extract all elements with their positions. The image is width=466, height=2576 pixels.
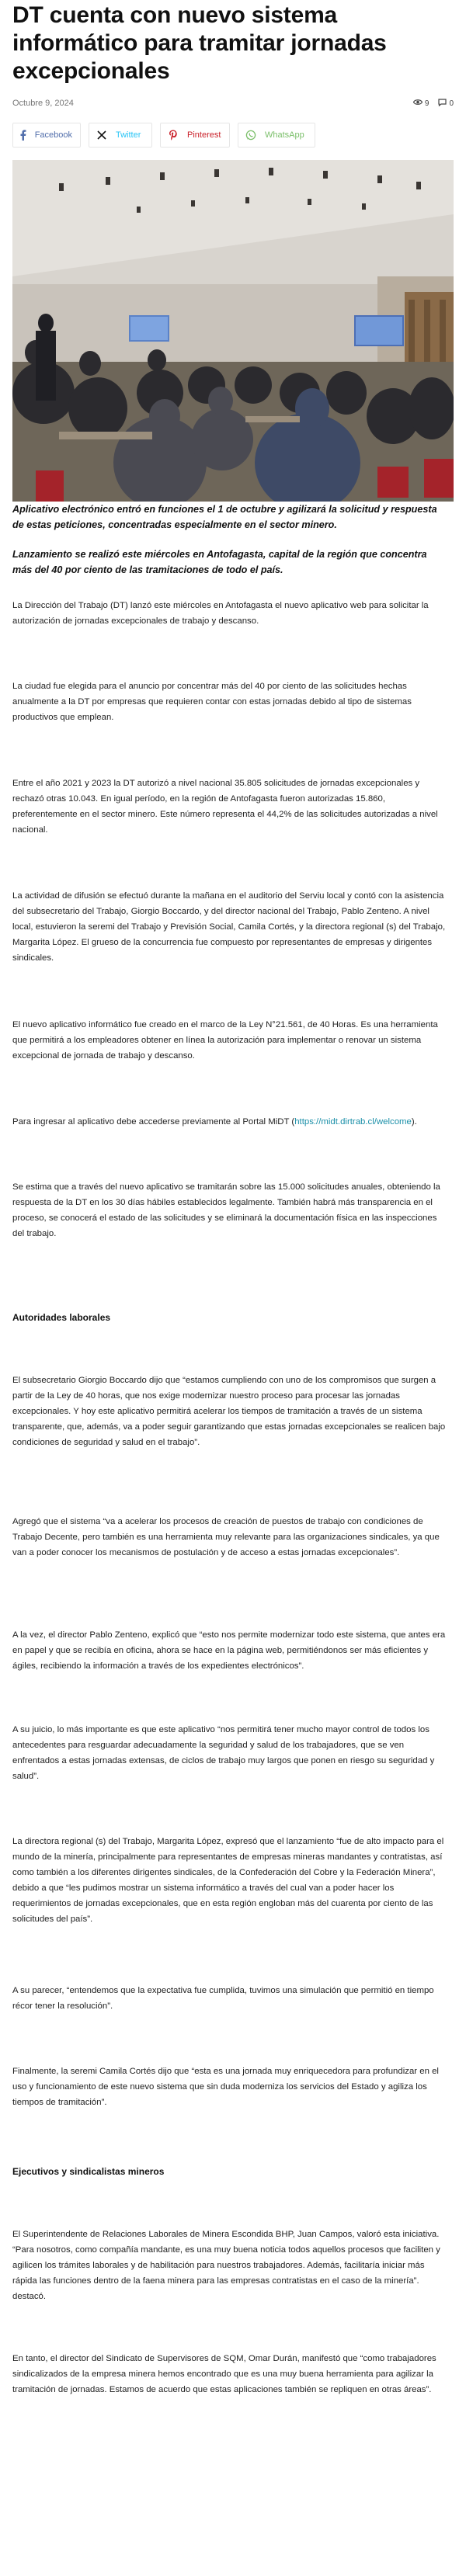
body-p14: Finalmente, la seremi Camila Cortés dijo que “esta es una jornada muy enriquecedora para profundizar en el uso y funcionamiento de este nuevo sistema que sin duda moderniza los servicios del Estado y agiliza los tiempos de tramitación”. bbox=[12, 2067, 439, 2107]
section-heading-ejecutivos: Ejecutivos y sindicalistas mineros bbox=[12, 2166, 165, 2177]
body-p15: El Superintendente de Relaciones Laborales de Minera Escondida BHP, Juan Campos, valoró esta iniciativa. “Para nosotros, como compañía mandante, es una muy buena noticia todos aquellos procesos que faciliten y agilicen los trámites laborales y de habilitación para nuestros trabajadores. Además, facilitaría iniciar más rápida las funciones dentro de la faena minera para las empresas contratistas en el caso de la minería”. destacó. bbox=[12, 2230, 440, 2301]
x-icon bbox=[89, 123, 114, 147]
body-p4: La actividad de difusión se efectuó durante la mañana en el auditorio del Serviu local y contó con la asistencia del subsecretario del Trabajo, Giorgio Boccardo, y del director nacional del Trabajo, Pablo Zenteno. A nivel local, estuvieron la seremi del Trabajo y Previsión Social, Camila Cortés, y la directora regional (s) del Trabajo, Margarita López. El grueso de la concurrencia fue compuesto por representantes de empresas y dirigentes sindicales. bbox=[12, 891, 446, 963]
article-title: DT cuenta con nuevo sistema informático para tramitar jornadas excepcionales bbox=[12, 2, 387, 84]
share-facebook-label: Facebook bbox=[34, 130, 72, 140]
body-p16: En tanto, el director del Sindicato de Supervisores de SQM, Omar Durán, manifestó que “como trabajadores sindicalizados de la empresa minera hemos encontrado que es una muy buena herramienta para agilizar la tramitación de jornadas. Estamos de acuerdo que estas aplicaciones también se repliquen en otras áreas”. bbox=[12, 2354, 436, 2394]
share-pinterest-label: Pinterest bbox=[187, 130, 221, 140]
body-p12: La directora regional (s) del Trabajo, Margarita López, expresó que el lanzamiento “fue de alto impacto para el mundo de la minería, principalmente para representantes de empresas mineras mandantes y contratistas, así como también a los diferentes dirigentes sindicales, de la Confederación del Cobre y la Federación Minera”, debido a que “les pudimos mostrar un sistema informático a través del cual van a poder hacer los requerimientos de jornadas excepcionales, que en esta región engloban más del cuarenta por ciento de las solicitudes del país”. bbox=[12, 1837, 444, 1924]
midt-text-after: ). bbox=[411, 1117, 417, 1127]
share-twitter-label: Twitter bbox=[116, 130, 141, 140]
share-pinterest-button[interactable] bbox=[160, 123, 230, 148]
share-whatsapp-button[interactable] bbox=[238, 123, 315, 148]
lead-paragraph-1: Aplicativo electrónico entró en funciones el 1 de octubre y agilizará la solicitud y respuesta de estas peticiones, concentradas especialmente en el sector minero. bbox=[12, 504, 437, 530]
pinterest-icon bbox=[161, 123, 186, 147]
views-counter bbox=[413, 99, 429, 108]
body-p6 bbox=[12, 1114, 447, 1130]
body-p9: Agregó que el sistema “va a acelerar los procesos de creación de puestos de trabajo con condiciones de Trabajo Decente, pero también es una herramienta muy relevante para las organizaciones sindicales, ya que van a poder conocer los mecanismos de postulación y de acceso a estas jornadas excepcionales”. bbox=[12, 1517, 440, 1557]
body-p10: A la vez, el director Pablo Zenteno, explicó que “esto nos permite modernizar todo este sistema, que antes era en papel y que se recibía en oficina, ahora se hace en la página web, permitiéndonos ser más eficientes y ágiles, recibiendo la información a través de los expedientes electrónicos”. bbox=[12, 1630, 446, 1671]
share-bar bbox=[12, 123, 454, 149]
article-page bbox=[0, 0, 466, 502]
comments-count: 0 bbox=[449, 99, 454, 108]
lead-section bbox=[12, 502, 447, 578]
body-p1: La Dirección del Trabajo (DT) lanzó este miércoles en Antofagasta el nuevo aplicativo web para solicitar la autorización de jornadas excepcionales de trabajo y descanso. bbox=[12, 601, 429, 626]
body-p2: La ciudad fue elegida para el anuncio por concentrar más del 40 por ciento de las solicitudes hechas anualmente a la DT por empresas que requieren contar con estas jornadas debido al tipo de sistemas productivos que emplean. bbox=[12, 682, 412, 722]
facebook-icon bbox=[13, 123, 33, 147]
comments-counter[interactable] bbox=[438, 99, 454, 109]
body-p11: A su juicio, lo más importante es que este aplicativo “nos permitirá tener mucho mayor control de todos los antecedentes para resguardar adecuadamente la seguridad y salud de los trabajadores, que se ven enfrentados a estas jornadas extensas, de ciclos de trabajo muy largos que ponen en riesgo su seguridad y salud”. bbox=[12, 1725, 435, 1781]
eye-icon bbox=[413, 99, 423, 108]
article-counters bbox=[413, 99, 454, 109]
share-whatsapp-label: WhatsApp bbox=[265, 130, 304, 140]
lead-paragraph-2: Lanzamiento se realizó este miércoles en Antofagasta, capital de la región que concentra más del 40 por ciento de las tramitaciones de todo el país. bbox=[12, 549, 427, 575]
share-facebook-button[interactable] bbox=[12, 123, 81, 148]
section-heading-autoridades: Autoridades laborales bbox=[12, 1312, 111, 1323]
auditorium-photo-illustration bbox=[12, 160, 454, 502]
body-p8: El subsecretario Giorgio Boccardo dijo que “estamos cumpliendo con uno de los compromisos que surgen a partir de la Ley de 40 horas, que nos exige modernizar nuestro proceso para procesar las jornadas excepcionales. Y hoy este aplicativo permitirá acelerar los tiempos de tramitación a través de un sistema transparente, que, además, va a poder seguir garantizando que estas jornadas excepcionales se realicen bajo condiciones de seguridad y salud en el trabajo”. bbox=[12, 1376, 446, 1447]
article-date: Octubre 9, 2024 bbox=[12, 99, 74, 108]
comment-icon bbox=[438, 99, 447, 109]
whatsapp-icon bbox=[238, 123, 263, 147]
article-meta bbox=[12, 96, 454, 110]
body-p3: Entre el año 2021 y 2023 la DT autorizó a nivel nacional 35.805 solicitudes de jornadas excepcionales y rechazó otras 10.043. En igual período, en la región de Antofagasta fueron autorizadas 15.860, preferentemente en el sector minero. Este número representa el 44,2% de las solicitudes autorizadas a nivel nacional. bbox=[12, 779, 438, 835]
midt-portal-link[interactable]: https://midt.dirtrab.cl/welcome bbox=[294, 1117, 412, 1127]
share-twitter-button[interactable] bbox=[89, 123, 152, 148]
body-p13: A su parecer, “entendemos que la expectativa fue cumplida, tuvimos una simulación que permitió en tiempo récor tener la resolución”. bbox=[12, 1986, 434, 2011]
body-p5: El nuevo aplicativo informático fue creado en el marco de la Ley N°21.561, de 40 Horas. Es una herramienta que permitirá a los empleadores obtener en línea la autorización para implementar o renovar un sistema excepcional de jornada de trabajo y descanso. bbox=[12, 1020, 438, 1061]
body-p7: Se estima que a través del nuevo aplicativo se tramitarán sobre las 15.000 solicitudes anuales, obteniendo la respuesta de la DT en los 30 días hábiles establecidos legalmente. También habrá más transparencia en el proceso, se conocerá el estado de las solicitudes y se eliminará la documentación física en las inspecciones del trabajo. bbox=[12, 1182, 440, 1238]
views-count: 9 bbox=[424, 99, 429, 108]
hero-photo bbox=[12, 160, 454, 502]
midt-text-before: Para ingresar al aplicativo debe accederse previamente al Portal MiDT ( bbox=[12, 1117, 295, 1127]
